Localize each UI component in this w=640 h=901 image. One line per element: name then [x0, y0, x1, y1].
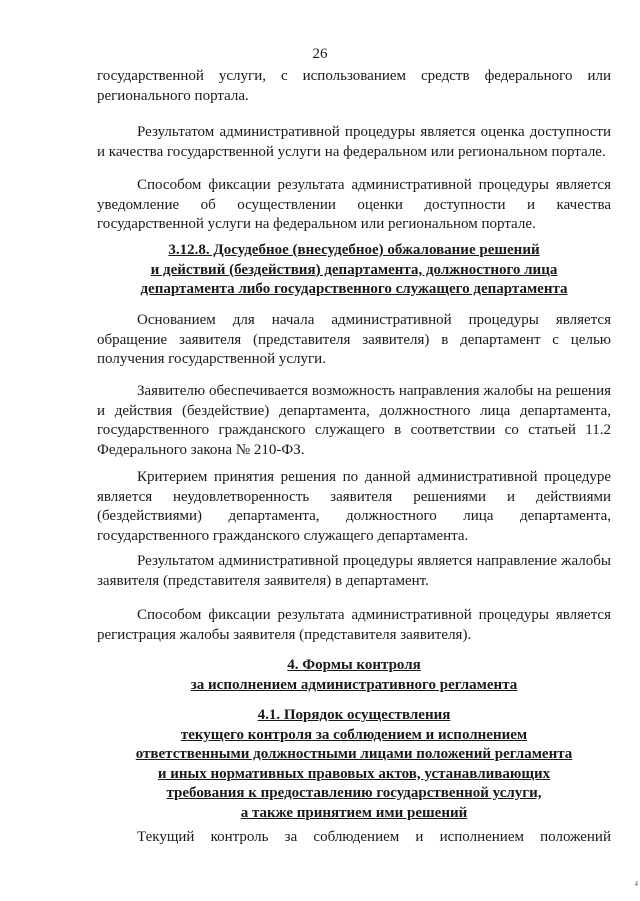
heading-line: и иных нормативных правовых актов, устанавливающих	[157, 765, 551, 782]
heading-line: требования к предоставлению государственной услуги,	[166, 785, 542, 801]
paragraph-basis: Основанием для начала административной процедуры является обращение заявителя (представителя заявителя) в департамент с целью получения государственной услуги.	[97, 312, 611, 367]
heading-line: 3.12.8. Досудебное (внесудебное) обжалование решений	[168, 242, 540, 258]
heading-line: ответственными должностными лицами положений регламента	[135, 746, 573, 762]
section-heading-4	[97, 656, 611, 695]
paragraph-complaint-possibility: Заявителю обеспечивается возможность направления жалобы на решения и действия (бездействие) департамента, должностного лица департамента, государственного гражданского служащего в соответствии со статьей 11.2 Федерального закона № 210-ФЗ.	[97, 383, 611, 458]
paragraph-criterion: Критерием принятия решения по данной административной процедуре является неудовлетворенность заявителя решениями и действиями (бездействиями) департамента, должностного лица департамента, государственного гражданского служащего департамента.	[97, 469, 611, 544]
heading-line: 4. Формы контроля	[287, 657, 421, 673]
paragraph-current-control: Текущий контроль за соблюдением и исполнением положений	[137, 829, 611, 845]
section-heading-3-12-8	[97, 241, 611, 300]
paragraph-fixation-notification: Способом фиксации результата административной процедуры является уведомление об осуществлении оценки доступности и качества государственной услуги на федеральном или региональном портале.	[97, 177, 611, 232]
paragraph-result-evaluation: Результатом административной процедуры является оценка доступности и качества государственной услуги на федеральном или региональном портале.	[97, 124, 611, 160]
heading-line: текущего контроля за соблюдением и исполнением	[180, 726, 528, 743]
edge-mark: 4	[634, 880, 638, 888]
paragraph-fixation-registration: Способом фиксации результата административной процедуры является регистрация жалобы заявителя (представителя заявителя).	[97, 607, 611, 643]
page-number: 26	[312, 46, 328, 62]
heading-line: и действий (бездействия) департамента, должностного лица	[150, 261, 558, 278]
heading-line: департамента либо государственного служащего департамента	[140, 281, 568, 297]
heading-line: 4.1. Порядок осуществления	[257, 707, 451, 723]
section-heading-4-1	[97, 706, 611, 823]
heading-line: за исполнением административного регламента	[190, 676, 518, 693]
paragraph-result-complaint: Результатом административной процедуры является направление жалобы заявителя (представителя заявителя) в департамент.	[97, 553, 611, 589]
paragraph-continuation: государственной услуги, с использованием средств федерального или регионального портала.	[97, 68, 611, 104]
heading-line: а также принятием ими решений	[240, 804, 468, 821]
